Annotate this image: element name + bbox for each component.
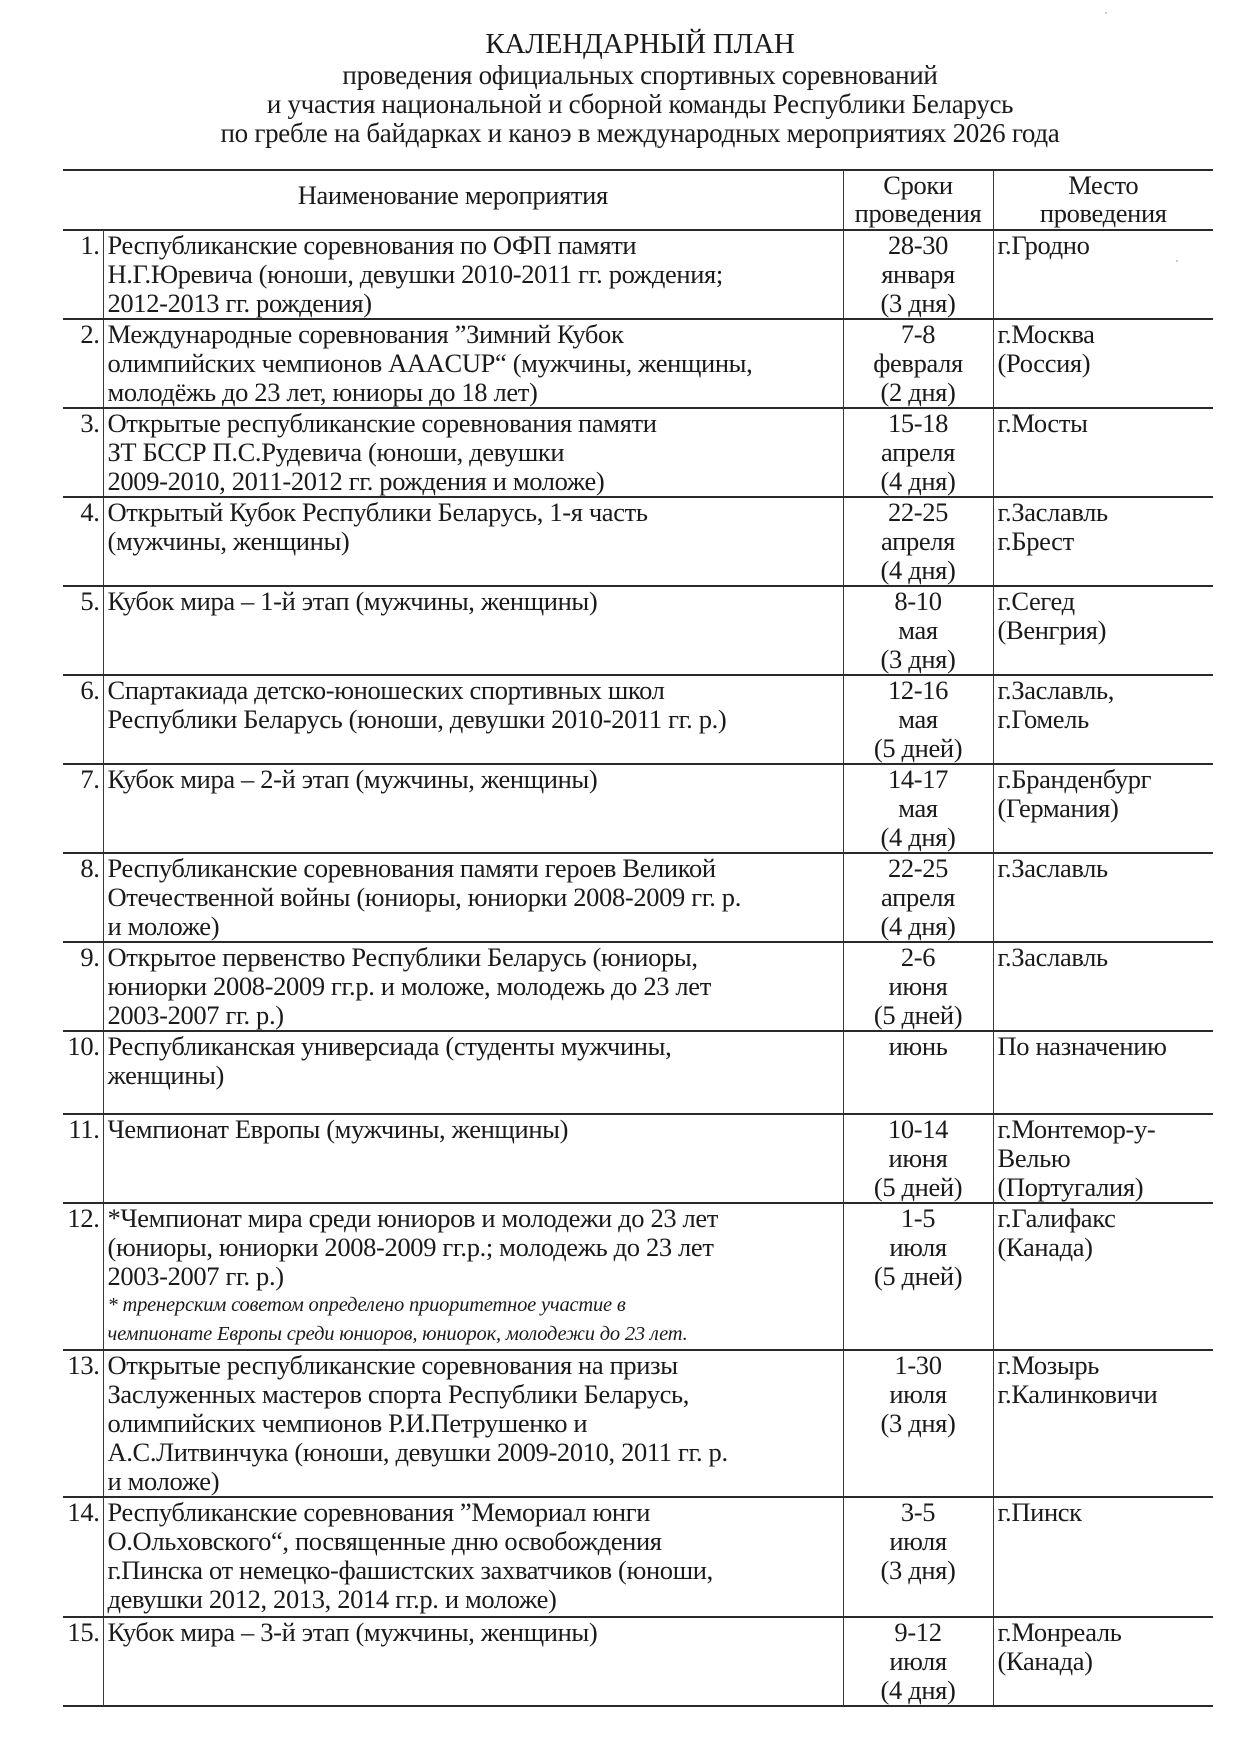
event-name-line: Отечественной войны (юниоры, юниорки 2008-2009 гг. р.: [107, 882, 741, 912]
event-dates-cell: [843, 675, 993, 764]
event-name-line: Открытый Кубок Республики Беларусь, 1-я часть: [107, 497, 648, 527]
event-name-line: г.Пинска от немецко-фашистских захватчиков (юноши,: [107, 1555, 713, 1585]
row-number: 13.: [63, 1350, 103, 1497]
event-place-line: г.Мозырь: [997, 1350, 1099, 1380]
header-place-line-1: Место: [1068, 170, 1139, 200]
event-place-line: (Канада): [997, 1232, 1093, 1262]
event-place-cell: [993, 497, 1213, 586]
event-name-cell: [103, 1203, 843, 1350]
event-date-range: 8-10: [894, 586, 942, 616]
event-place-line: (Португалия): [997, 1172, 1144, 1202]
scan-dust-speck: [1176, 260, 1178, 262]
row-number: 9.: [63, 942, 103, 1031]
document-header: [140, 28, 1140, 148]
event-place-line: г.Заславль: [997, 497, 1108, 527]
event-place-cell: [993, 319, 1213, 408]
event-month: июля: [889, 1646, 947, 1676]
event-duration: (4 дня): [880, 466, 956, 496]
header-place-line-2: проведения: [1039, 198, 1167, 228]
event-place-line: г.Гомель: [997, 704, 1089, 734]
row-number: 3.: [63, 408, 103, 497]
event-date-range: 28-30: [887, 230, 949, 260]
event-name-line: 2003-2007 гг. р.): [107, 1261, 284, 1291]
event-place-cell: [993, 1617, 1213, 1706]
event-place-line: (Германия): [997, 793, 1119, 823]
event-place-line: Велью: [997, 1143, 1071, 1173]
event-name-line: Кубок мира – 1-й этап (мужчины, женщины): [107, 586, 598, 616]
event-date-range: 14-17: [887, 764, 949, 794]
document-title: КАЛЕНДАРНЫЙ ПЛАН: [485, 28, 795, 60]
event-date-range: 12-16: [887, 675, 949, 705]
event-name-cell: [103, 408, 843, 497]
event-place-line: г.Заславль: [997, 942, 1108, 972]
event-place-line: г.Москва: [997, 319, 1095, 349]
event-duration: (5 дней): [873, 1000, 963, 1030]
table-row: [63, 497, 1213, 586]
event-name-line: женщины): [107, 1060, 225, 1090]
calendar-table: [63, 169, 1213, 1707]
event-dates-cell: [843, 586, 993, 675]
event-name-line: Чемпионат Европы (мужчины, женщины): [107, 1114, 569, 1144]
event-name-line: Международные соревнования ”Зимний Кубок: [107, 319, 624, 349]
event-name-line: Кубок мира – 2-й этап (мужчины, женщины): [107, 764, 598, 794]
event-footnote-line: * тренерским советом определено приоритетное участие в: [107, 1294, 626, 1316]
table-row: [63, 1031, 1213, 1114]
row-number: 12.: [63, 1203, 103, 1350]
event-name-line: олимпийских чемпионов AAACUP“ (мужчины, женщины,: [107, 348, 753, 378]
event-footnote-line: чемпионате Европы среди юниоров, юниорок, молодежи до 23 лет.: [107, 1323, 688, 1345]
table-row: [63, 764, 1213, 853]
event-name-cell: [103, 675, 843, 764]
event-date-range: июнь: [888, 1031, 948, 1061]
event-name-cell: [103, 1350, 843, 1497]
event-month: февраля: [873, 348, 963, 378]
document-subtitle-line-2: и участия национальной и сборной команды Республики Беларусь: [266, 89, 1014, 119]
event-place-cell: [993, 1497, 1213, 1617]
event-place-cell: [993, 586, 1213, 675]
event-date-range: 1-5: [900, 1203, 936, 1233]
event-name-cell: [103, 1617, 843, 1706]
event-name-line: 2009-2010, 2011-2012 гг. рождения и моложе): [107, 466, 605, 496]
event-name-cell: [103, 1031, 843, 1114]
event-place-line: г.Гродно: [997, 230, 1090, 260]
event-month: июня: [888, 1143, 948, 1173]
event-place-line: (Россия): [997, 348, 1091, 378]
row-number: 11.: [63, 1114, 103, 1203]
event-dates-cell: [843, 1350, 993, 1497]
event-dates-cell: [843, 408, 993, 497]
event-name-line: О.Ольховского“, посвященные дню освобождения: [107, 1526, 662, 1556]
event-dates-cell: [843, 942, 993, 1031]
event-month: июля: [889, 1526, 947, 1556]
event-month: мая: [898, 793, 938, 823]
table-row: [63, 319, 1213, 408]
event-place-cell: [993, 1350, 1213, 1497]
event-name-line: олимпийских чемпионов Р.И.Петрушенко и: [107, 1408, 588, 1438]
row-number: 1.: [63, 230, 103, 319]
table-header-row: [63, 170, 1213, 230]
event-name-line: Республиканские соревнования ”Мемориал юнги: [107, 1497, 651, 1527]
event-place-line: (Канада): [997, 1646, 1093, 1676]
event-place-cell: [993, 764, 1213, 853]
event-dates-cell: [843, 497, 993, 586]
event-name-cell: [103, 319, 843, 408]
event-month: апреля: [881, 437, 955, 467]
row-number: 4.: [63, 497, 103, 586]
table-row: [63, 1114, 1213, 1203]
event-date-range: 2-6: [900, 942, 936, 972]
event-duration: (4 дня): [880, 822, 956, 852]
event-place-line: г.Галифакс: [997, 1203, 1116, 1233]
table-body: [63, 230, 1213, 1706]
event-name-cell: [103, 764, 843, 853]
event-name-line: (юниоры, юниорки 2008-2009 гг.р.; молодежь до 23 лет: [107, 1232, 714, 1262]
event-dates-cell: [843, 1203, 993, 1350]
event-name-cell: [103, 853, 843, 942]
table-row: [63, 586, 1213, 675]
event-name-line: Республиканские соревнования по ОФП памяти: [107, 230, 637, 260]
event-date-range: 15-18: [887, 408, 949, 438]
event-place-line: г.Монреаль: [997, 1617, 1122, 1647]
event-dates-cell: [843, 764, 993, 853]
header-dates: [843, 170, 993, 230]
event-duration: (4 дня): [880, 911, 956, 941]
event-duration: (3 дня): [880, 644, 956, 674]
event-place-cell: [993, 230, 1213, 319]
row-number: 6.: [63, 675, 103, 764]
event-date-range: 10-14: [887, 1114, 949, 1144]
document-subtitle-line-3: по гребле на байдарках и каноэ в международных мероприятиях 2026 года: [220, 118, 1060, 148]
event-name-line: девушки 2012, 2013, 2014 гг.р. и моложе): [107, 1584, 557, 1614]
table-row: [63, 853, 1213, 942]
event-name-line: (мужчины, женщины): [107, 526, 350, 556]
event-date-range: 22-25: [887, 853, 949, 883]
event-place-line: г.Калинковичи: [997, 1379, 1158, 1409]
event-name-line: юниорки 2008-2009 гг.р. и моложе, молодежь до 23 лет: [107, 971, 711, 1001]
event-name-line: Заслуженных мастеров спорта Республики Беларусь,: [107, 1379, 690, 1409]
table-row: [63, 675, 1213, 764]
row-number: 10.: [63, 1031, 103, 1114]
row-number: 5.: [63, 586, 103, 675]
event-place-line: г.Заславль: [997, 853, 1108, 883]
event-date-range: 3-5: [900, 1497, 936, 1527]
event-place-cell: [993, 408, 1213, 497]
event-name-line: и моложе): [107, 1466, 220, 1496]
event-duration: (5 дней): [873, 733, 963, 763]
event-name-line: *Чемпионат мира среди юниоров и молодежи до 23 лет: [107, 1203, 719, 1233]
event-name-line: 2003-2007 гг. р.): [107, 1000, 284, 1030]
event-duration: (5 дней): [873, 1261, 963, 1291]
event-month: мая: [898, 704, 938, 734]
header-event-name: [63, 170, 843, 230]
row-number: 2.: [63, 319, 103, 408]
event-place-cell: [993, 1031, 1213, 1114]
table-row: [63, 408, 1213, 497]
event-name-line: Республиканские соревнования памяти героев Великой: [107, 853, 716, 883]
event-dates-cell: [843, 230, 993, 319]
event-duration: (5 дней): [873, 1172, 963, 1202]
event-place-line: (Венгрия): [997, 615, 1107, 645]
document-subtitle-line-1: проведения официальных спортивных соревнований: [342, 60, 938, 90]
event-date-range: 22-25: [887, 497, 949, 527]
event-name-cell: [103, 942, 843, 1031]
scan-dust-speck: [1105, 12, 1107, 14]
event-name-line: А.С.Литвинчука (юноши, девушки 2009-2010, 2011 гг. р.: [107, 1437, 728, 1467]
event-duration: (3 дня): [880, 288, 956, 318]
event-name-cell: [103, 230, 843, 319]
event-place-line: г.Сегед: [997, 586, 1075, 616]
event-month: июня: [888, 971, 948, 1001]
header-dates-line-1: Сроки: [883, 170, 953, 200]
event-place-cell: [993, 942, 1213, 1031]
event-dates-cell: [843, 1497, 993, 1617]
header-dates-line-2: проведения: [854, 198, 982, 228]
event-place-line: г.Мосты: [997, 408, 1088, 438]
event-month: апреля: [881, 882, 955, 912]
event-place-line: г.Бранденбург: [997, 764, 1152, 794]
event-place-cell: [993, 1114, 1213, 1203]
row-number: 14.: [63, 1497, 103, 1617]
event-place-cell: [993, 675, 1213, 764]
event-duration: (3 дня): [880, 1408, 956, 1438]
event-name-line: ЗТ БССР П.С.Рудевича (юноши, девушки: [107, 437, 565, 467]
event-place-line: г.Пинск: [997, 1497, 1082, 1527]
event-month: июля: [889, 1379, 947, 1409]
event-name-cell: [103, 497, 843, 586]
event-duration: (4 дня): [880, 1675, 956, 1705]
event-name-line: Открытые республиканские соревнования памяти: [107, 408, 657, 438]
event-name-cell: [103, 1114, 843, 1203]
event-name-line: Республики Беларусь (юноши, девушки 2010-2011 гг. р.): [107, 704, 727, 734]
event-month: января: [881, 259, 955, 289]
event-place-cell: [993, 1203, 1213, 1350]
event-place-line: г.Брест: [997, 526, 1074, 556]
event-name-line: Открытые республиканские соревнования на призы: [107, 1350, 678, 1380]
event-name-cell: [103, 1497, 843, 1617]
event-date-range: 7-8: [900, 319, 936, 349]
row-number: 7.: [63, 764, 103, 853]
event-name-line: Открытое первенство Республики Беларусь (юниоры,: [107, 942, 698, 972]
event-place-line: г.Монтемор-у-: [997, 1114, 1156, 1144]
table-row: [63, 1203, 1213, 1350]
header-place: [993, 170, 1213, 230]
event-name-line: Кубок мира – 3-й этап (мужчины, женщины): [107, 1617, 598, 1647]
event-duration: (3 дня): [880, 1555, 956, 1585]
event-dates-cell: [843, 1617, 993, 1706]
event-name-line: молодёжь до 23 лет, юниоры до 18 лет): [107, 377, 538, 407]
event-name-line: Н.Г.Юревича (юноши, девушки 2010-2011 гг. рождения;: [107, 259, 723, 289]
event-name-line: и моложе): [107, 911, 220, 941]
table-row: [63, 1617, 1213, 1706]
event-duration: (2 дня): [880, 377, 956, 407]
table-row: [63, 1497, 1213, 1617]
row-number: 8.: [63, 853, 103, 942]
table-row: [63, 942, 1213, 1031]
event-dates-cell: [843, 1114, 993, 1203]
event-name-cell: [103, 586, 843, 675]
event-name-line: Республиканская универсиада (студенты мужчины,: [107, 1031, 672, 1061]
header-event-name-label: Наименование мероприятия: [297, 180, 608, 210]
event-duration: (4 дня): [880, 555, 956, 585]
event-name-line: 2012-2013 гг. рождения): [107, 288, 372, 318]
event-place-cell: [993, 853, 1213, 942]
event-place-line: г.Заславль,: [997, 675, 1115, 705]
table-row: [63, 1350, 1213, 1497]
event-month: июля: [889, 1232, 947, 1262]
event-month: апреля: [881, 526, 955, 556]
event-date-range: 1-30: [894, 1350, 942, 1380]
event-place-line: По назначению: [997, 1031, 1167, 1061]
event-date-range: 9-12: [894, 1617, 942, 1647]
table-row: [63, 230, 1213, 319]
event-dates-cell: [843, 853, 993, 942]
event-month: мая: [898, 615, 938, 645]
event-dates-cell: [843, 1031, 993, 1114]
event-name-line: Спартакиада детско-юношеских спортивных школ: [107, 675, 665, 705]
event-dates-cell: [843, 319, 993, 408]
row-number: 15.: [63, 1617, 103, 1706]
